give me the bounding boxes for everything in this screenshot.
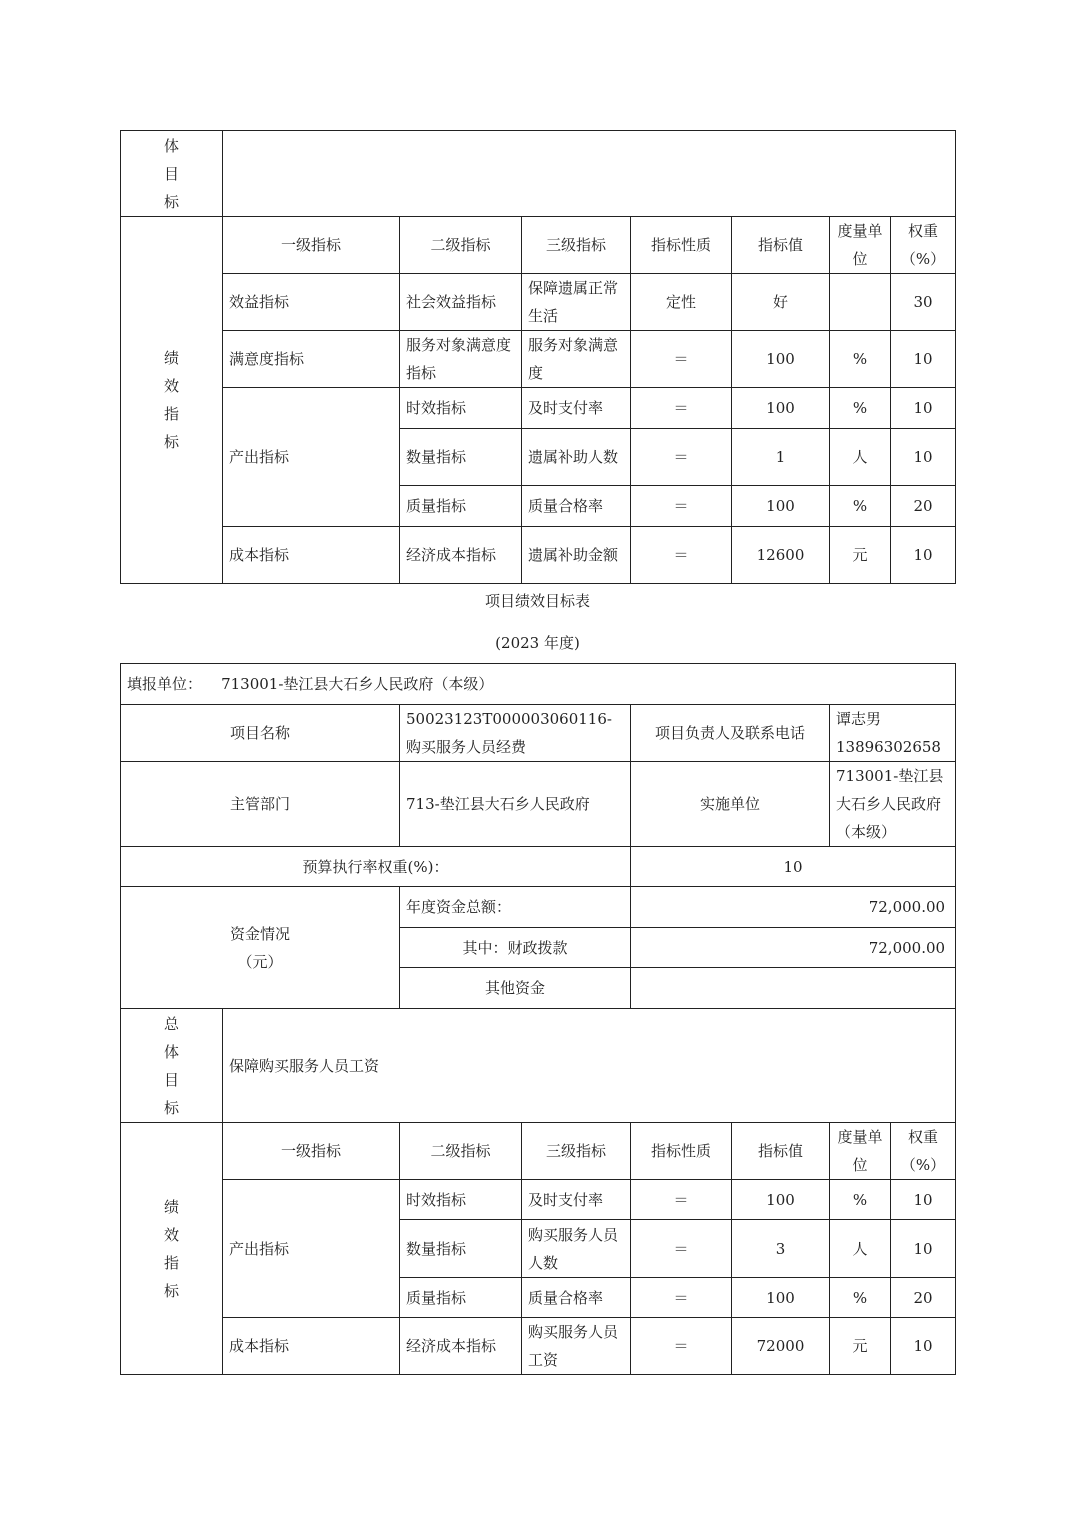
cell-nature: 定性 [631,274,732,331]
cell-unit: % [830,331,891,388]
cell-level2: 时效指标 [400,1180,522,1220]
performance-indicator-label: 绩 效 指 标 [121,1123,223,1375]
cell-unit: % [830,486,891,527]
cell-value: 100 [732,388,830,429]
table-row [121,1318,956,1375]
header-unit: 度量单位 [830,217,891,274]
cell-level2: 经济成本指标 [400,1318,522,1375]
cell-unit: 元 [830,1318,891,1375]
header-value: 指标值 [732,1123,830,1180]
table-year: (2023 年度) [495,634,580,652]
other-fund-label: 其他资金 [400,968,631,1009]
cell-level3: 及时支付率 [522,1180,631,1220]
annual-total-label: 年度资金总额： [400,887,631,928]
cell-unit [830,274,891,331]
header-weight: 权重（%） [891,1123,956,1180]
leader-phone: 13896302658 [836,738,941,756]
cell-unit: % [830,1278,891,1318]
cell-value: 100 [732,1180,830,1220]
cell-weight: 10 [891,527,956,584]
reporting-unit-value: 713001-垫江县大石乡人民政府（本级） [221,675,494,693]
cell-unit: 人 [830,1220,891,1278]
header-level1: 一级指标 [223,217,400,274]
header-level2: 二级指标 [400,1123,522,1180]
implementing-unit: 713001-垫江县大石乡人民政府（本级） [830,762,956,847]
cell-level1: 成本指标 [223,1318,400,1375]
fiscal-fund: 72,000.00 [631,928,956,968]
header-level1: 一级指标 [223,1123,400,1180]
cell-level2: 数量指标 [400,429,522,486]
reporting-unit-label: 填报单位： [127,675,203,693]
cell-unit: % [830,1180,891,1220]
table-row [121,1180,956,1220]
cell-level3: 购买服务人员人数 [522,1220,631,1278]
cell-nature: ＝ [631,486,732,527]
project-name-label: 项目名称 [121,705,400,762]
cell-level3: 遗属补助人数 [522,429,631,486]
cell-level2: 时效指标 [400,388,522,429]
performance-table-1 [120,130,956,584]
performance-indicator-label: 绩 效 指 标 [121,217,223,584]
cell-nature: ＝ [631,1318,732,1375]
cell-weight: 30 [891,274,956,331]
cell-value: 3 [732,1220,830,1278]
cell-level2: 质量指标 [400,486,522,527]
cell-unit: % [830,388,891,429]
table-title: 项目绩效目标表 [484,592,590,610]
header-unit: 度量单位 [830,1123,891,1180]
cell-nature: ＝ [631,331,732,388]
performance-table-2 [120,663,956,1375]
cell-level3: 及时支付率 [522,388,631,429]
header-nature: 指标性质 [631,217,732,274]
cell-level1: 产出指标 [223,1180,400,1318]
header-value: 指标值 [732,217,830,274]
cell-level2: 社会效益指标 [400,274,522,331]
cell-weight: 10 [891,1180,956,1220]
other-fund [631,968,956,1009]
table-row [121,331,956,388]
cell-level3: 质量合格率 [522,486,631,527]
cell-value: 1 [732,429,830,486]
cell-value: 72000 [732,1318,830,1375]
cell-level1: 效益指标 [223,274,400,331]
table-row [121,388,956,429]
cell-value: 好 [732,274,830,331]
cell-level2: 经济成本指标 [400,527,522,584]
cell-level3: 购买服务人员工资 [522,1318,631,1375]
cell-weight: 10 [891,1220,956,1278]
overall-goal-label: 体 目 标 [121,131,223,217]
cell-nature: ＝ [631,388,732,429]
cell-value: 100 [732,486,830,527]
cell-level2: 质量指标 [400,1278,522,1318]
overall-goal-text: 保障购买服务人员工资 [223,1009,956,1123]
overall-goal-text [223,131,956,217]
cell-weight: 10 [891,429,956,486]
cell-level3: 服务对象满意度 [522,331,631,388]
project-name: 50023123T000003060116-购买服务人员经费 [400,705,631,762]
cell-level3: 质量合格率 [522,1278,631,1318]
cell-weight: 10 [891,388,956,429]
cell-weight: 20 [891,1278,956,1318]
cell-level2: 数量指标 [400,1220,522,1278]
table-row [121,274,956,331]
cell-level1: 产出指标 [223,388,400,527]
cell-nature: ＝ [631,1220,732,1278]
cell-level2: 服务对象满意度指标 [400,331,522,388]
budget-rate-label: 预算执行率权重(%)： [121,847,631,887]
cell-level3: 保障遗属正常生活 [522,274,631,331]
header-level3: 三级指标 [522,1123,631,1180]
cell-nature: ＝ [631,1278,732,1318]
cell-weight: 10 [891,1318,956,1375]
header-nature: 指标性质 [631,1123,732,1180]
department-label: 主管部门 [121,762,400,847]
annual-total: 72,000.00 [631,887,956,928]
leader-name: 谭志男 [836,710,882,728]
implementing-unit-label: 实施单位 [631,762,830,847]
header-level2: 二级指标 [400,217,522,274]
cell-nature: ＝ [631,527,732,584]
cell-value: 100 [732,331,830,388]
project-leader [830,705,956,762]
cell-weight: 10 [891,331,956,388]
cell-weight: 20 [891,486,956,527]
cell-unit: 元 [830,527,891,584]
cell-level1: 成本指标 [223,527,400,584]
fiscal-fund-label: 其中：财政拨款 [400,928,631,968]
fund-label: 资金情况 （元） [121,887,400,1009]
cell-level3: 遗属补助金额 [522,527,631,584]
project-leader-label: 项目负责人及联系电话 [631,705,830,762]
cell-nature: ＝ [631,1180,732,1220]
cell-value: 12600 [732,527,830,584]
budget-rate: 10 [631,847,956,887]
header-weight: 权重（%） [891,217,956,274]
cell-level1: 满意度指标 [223,331,400,388]
overall-goal-label: 总 体 目 标 [121,1009,223,1123]
table-row [121,527,956,584]
cell-value: 100 [732,1278,830,1318]
cell-nature: ＝ [631,429,732,486]
department: 713-垫江县大石乡人民政府 [400,762,631,847]
header-level3: 三级指标 [522,217,631,274]
cell-unit: 人 [830,429,891,486]
reporting-unit [121,664,956,705]
